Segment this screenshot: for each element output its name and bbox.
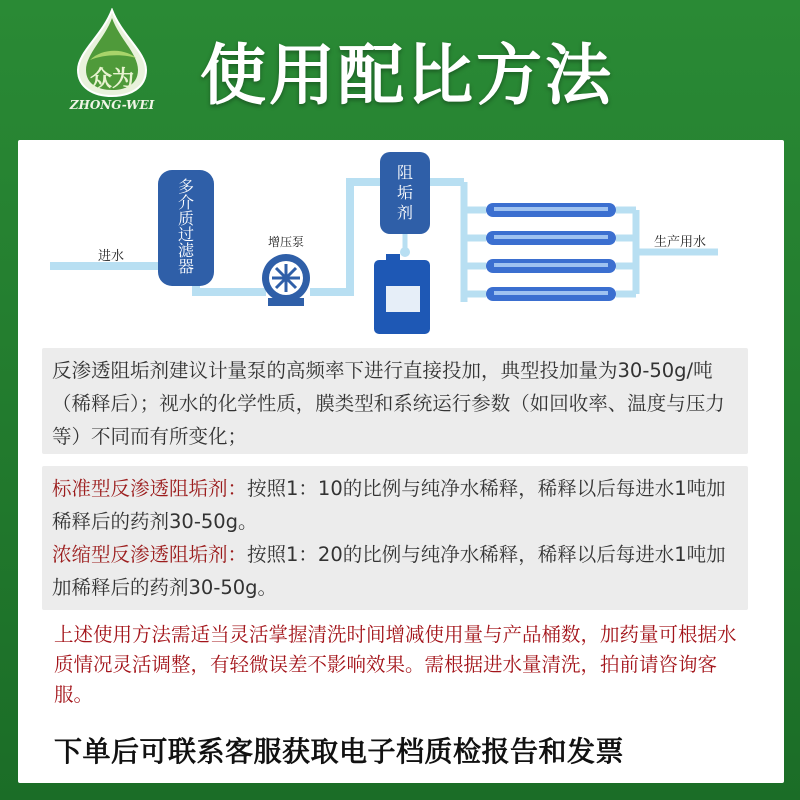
svg-text:阻: 阻 xyxy=(396,163,414,182)
inlet-manifold xyxy=(464,182,486,302)
svg-text:过: 过 xyxy=(177,225,195,244)
outlet-manifold xyxy=(616,210,718,294)
ratio-box xyxy=(42,466,748,610)
booster-pump-impeller xyxy=(272,264,300,292)
svg-text:多: 多 xyxy=(177,177,195,196)
standard-type-text: 按照1：10的比例与纯净水稀释，稀释以后每进水1吨加稀释后的药剂30-50g。 xyxy=(52,477,726,533)
outlet-label: 生产用水 xyxy=(654,235,707,250)
intro-text: 反渗透阻垢剂建议计量泵的高频率下进行直接投加，典型投加量为30-50g/吨（稀释后）；视水的化学性质，膜类型和系统运行参数（如回收率、温度与压力等）不同而有所变化； xyxy=(52,359,725,448)
concentrated-type-label: 浓缩型反渗透阻垢剂： xyxy=(52,543,248,566)
svg-text:器: 器 xyxy=(177,257,195,276)
usage-note: 上述使用方法需适当灵活掌握清洗时间增减使用量与产品桶数，加药量可根据水质情况灵活调整，有轻微误差不影响效果。需根据进水量清洗，拍前请咨询客服。 xyxy=(54,623,737,706)
svg-text:质: 质 xyxy=(177,209,195,228)
content-panel xyxy=(18,140,784,783)
svg-text:介: 介 xyxy=(177,193,195,212)
footer-notice: 下单后可联系客服获取电子档质检报告和发票 xyxy=(54,735,625,768)
filter-label xyxy=(178,177,195,276)
page-title: 使用配比方法 xyxy=(200,37,614,114)
booster-pump-base xyxy=(268,298,304,306)
inlet-label: 进水 xyxy=(98,249,125,264)
process-flow-diagram xyxy=(18,140,784,340)
dosing-valve xyxy=(400,247,410,257)
ro-membrane-array xyxy=(486,203,616,301)
standard-type-label: 标准型反渗透阻垢剂： xyxy=(52,477,248,500)
logo-english-name: ZHONG-WEI xyxy=(69,98,155,112)
logo-chinese-name: 众为 xyxy=(89,67,134,92)
svg-text:剂: 剂 xyxy=(396,203,414,222)
chemical-drum-label xyxy=(386,286,420,312)
svg-text:滤: 滤 xyxy=(177,241,195,260)
concentrated-type-text: 按照1：20的比例与纯净水稀释，稀释以后每进水1吨加加稀释后的药剂30-50g。 xyxy=(52,543,726,599)
pump-label: 增压泵 xyxy=(267,235,305,249)
intro-box xyxy=(42,348,748,454)
brand-logo xyxy=(62,8,162,120)
chemical-drum-cap xyxy=(386,254,400,262)
svg-text:垢: 垢 xyxy=(396,183,414,202)
antiscalant-label xyxy=(397,163,413,222)
ratio-text xyxy=(52,472,740,604)
